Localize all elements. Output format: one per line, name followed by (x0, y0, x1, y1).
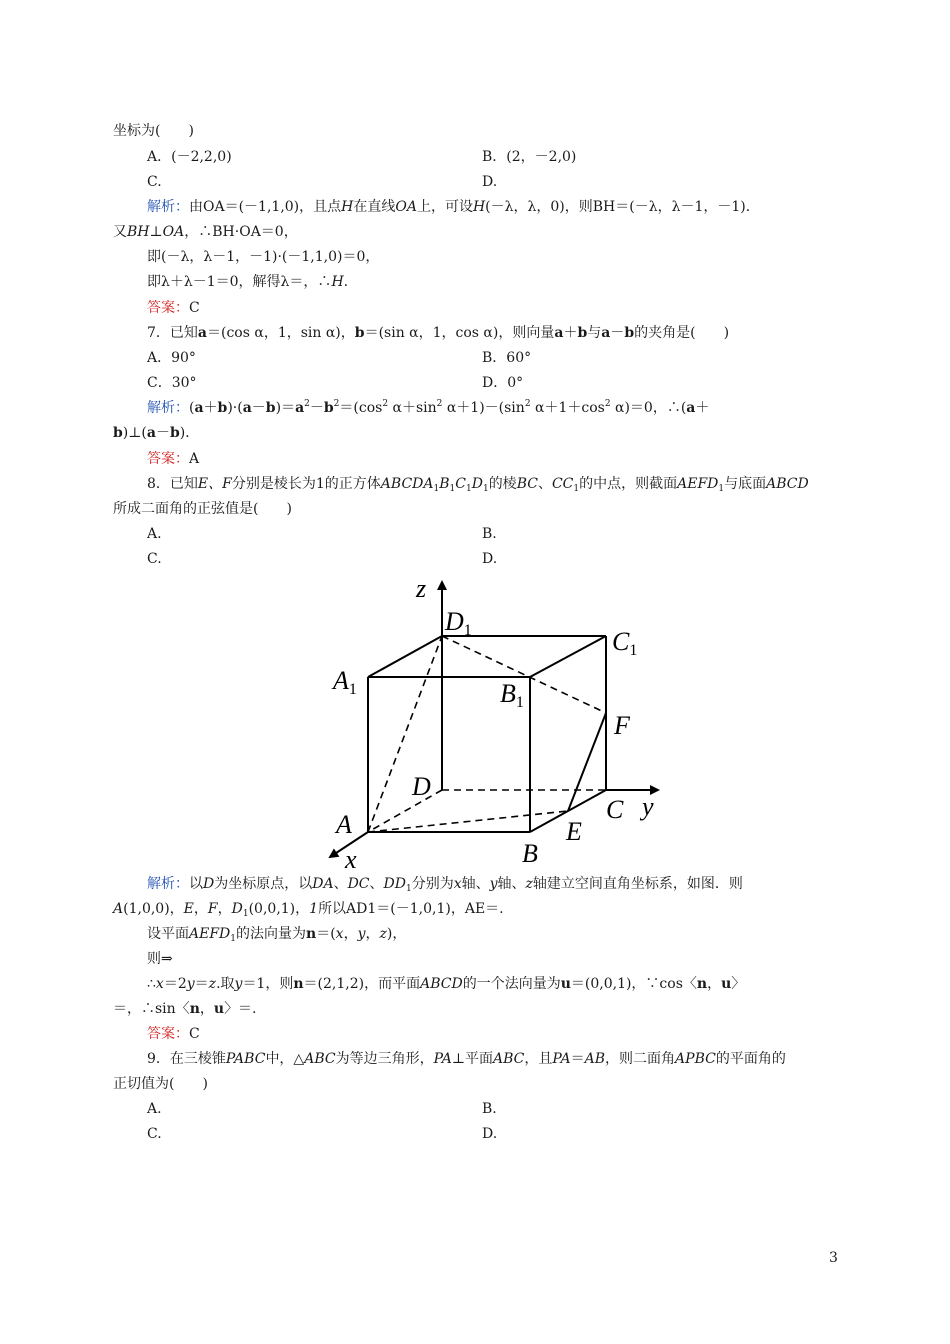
label-d1: D1 (445, 607, 472, 639)
segment-d1f (442, 636, 606, 713)
q6-solution-line1: 解析：由OA＝(－1,1,0)，且点H在直线OA上，可设H(－λ，λ，0)，则BH＝(－λ，λ－1，－1)． (147, 199, 760, 215)
q8-solution-line3: 设平面$AEFD_1$的法向量为n＝(x，y，z)， (147, 926, 407, 944)
jiexi-label: 解析： (147, 876, 189, 892)
cube-figure (320, 575, 670, 871)
label-e: E (566, 817, 582, 846)
q8-answer: 答案：C (147, 1026, 200, 1042)
segment-ef (568, 713, 606, 811)
q7-stem: 7．已知a＝(cos α，1，sin α)，b＝(sin α，1，cos α)，则向量a＋b与a－b的夹角是( ) (147, 325, 730, 341)
q9-option-b: B. (482, 1101, 497, 1117)
label-a: A (336, 810, 352, 839)
label-x: x (345, 845, 357, 871)
q8-option-b: B. (482, 526, 497, 542)
label-b: B (522, 839, 538, 868)
label-y: y (642, 792, 654, 821)
label-c: C (606, 795, 624, 824)
q8-option-a: A. (147, 526, 162, 542)
label-c1: C1 (612, 627, 638, 659)
q6-solution-line2: 又BH⊥OA，∴BH·OA＝0， (113, 224, 298, 240)
q7-option-a: A．90° (147, 350, 196, 366)
label-b1: B1 (500, 679, 524, 711)
q6-stem-tail: 坐标为( ) (113, 123, 194, 139)
page-number: 3 (829, 1250, 838, 1266)
answer-label: 答案： (147, 451, 189, 467)
segment-ad1 (368, 636, 442, 832)
q7-option-d: D．0° (482, 375, 524, 391)
jiexi-label: 解析： (147, 400, 189, 416)
q8-solution-line1: 解析：以D为坐标原点，以DA、DC、$DD_1$分别为x轴、y轴、z轴建立空间直角坐标系，如图．则 (147, 876, 743, 894)
edge-d1a1 (368, 636, 442, 677)
q8-option-c: C. (147, 551, 162, 567)
q8-option-d: D. (482, 551, 498, 567)
q7-solution-line2: b)⊥(a－b)． (113, 425, 200, 441)
q8-solution-line6: ＝，∴sin〈n，u〉＝. (113, 1001, 257, 1017)
q9-option-d: D. (482, 1126, 498, 1142)
q9-stem-line2: 正切值为( ) (113, 1076, 208, 1092)
answer-label: 答案： (147, 1026, 189, 1042)
q7-answer: 答案：A (147, 451, 200, 467)
q8-solution-line5: ∴x＝2y＝z.取y＝1，则n＝(2,1,2)，而平面ABCD的一个法向量为u＝(0,0,1)，∵cos〈n，u〉 (147, 976, 746, 992)
q6-option-a: A．(－2,2,0) (147, 149, 232, 165)
q6-solution-line3: 即(－λ，λ－1，－1)·(－1,1,0)＝0， (147, 249, 380, 265)
q8-stem-line2: 所成二面角的正弦值是( ) (113, 501, 292, 517)
q7-option-b: B．60° (482, 350, 532, 366)
q6-option-c: C. (147, 174, 162, 190)
q8-stem-line1: 8．已知E、F分别是棱长为1的正方体$ABCDA_1B_1C_1D_1$的棱BC、$CC_1$的中点，则截面$AEFD_1$与底面ABCD (147, 476, 809, 494)
label-z: z (416, 575, 427, 603)
q7-solution-line1: 解析：$(a+b)\cdot(a-b)=a^2-b^2=(\cos^2$ $\alpha+\sin^2$ $\alpha+1)-(\sin^2$ $\alpha+1+\cos^2$ α)＝0，∴(a＋ (147, 399, 710, 416)
label-f: F (614, 711, 630, 740)
q6-option-b: B．(2，－2,0) (482, 149, 577, 165)
jiexi-label: 解析： (147, 199, 189, 215)
q9-stem-line1: 9．在三棱锥PABC中，△ABC为等边三角形，PA⊥平面ABC，且PA＝AB，则二面角APBC的平面角的 (147, 1051, 786, 1067)
q8-solution-line2: A(1,0,0)，E，F，$D_1(0,0,1)$，1所以AD1＝(－1,0,1)，AE＝. (113, 901, 504, 919)
q9-option-c: C. (147, 1126, 162, 1142)
answer-label: 答案： (147, 300, 189, 316)
q6-answer: 答案：C (147, 300, 200, 316)
label-d: D (412, 772, 431, 801)
edge-b1c1 (530, 636, 606, 677)
q8-solution-line4: 则⇒ (147, 951, 173, 967)
label-a1: A1 (333, 666, 357, 698)
q7-option-c: C．30° (147, 375, 197, 391)
q6-solution-line4: 即λ＋λ－1＝0，解得λ＝，∴H. (147, 274, 349, 290)
q6-option-d: D. (482, 174, 498, 190)
q9-option-a: A. (147, 1101, 162, 1117)
